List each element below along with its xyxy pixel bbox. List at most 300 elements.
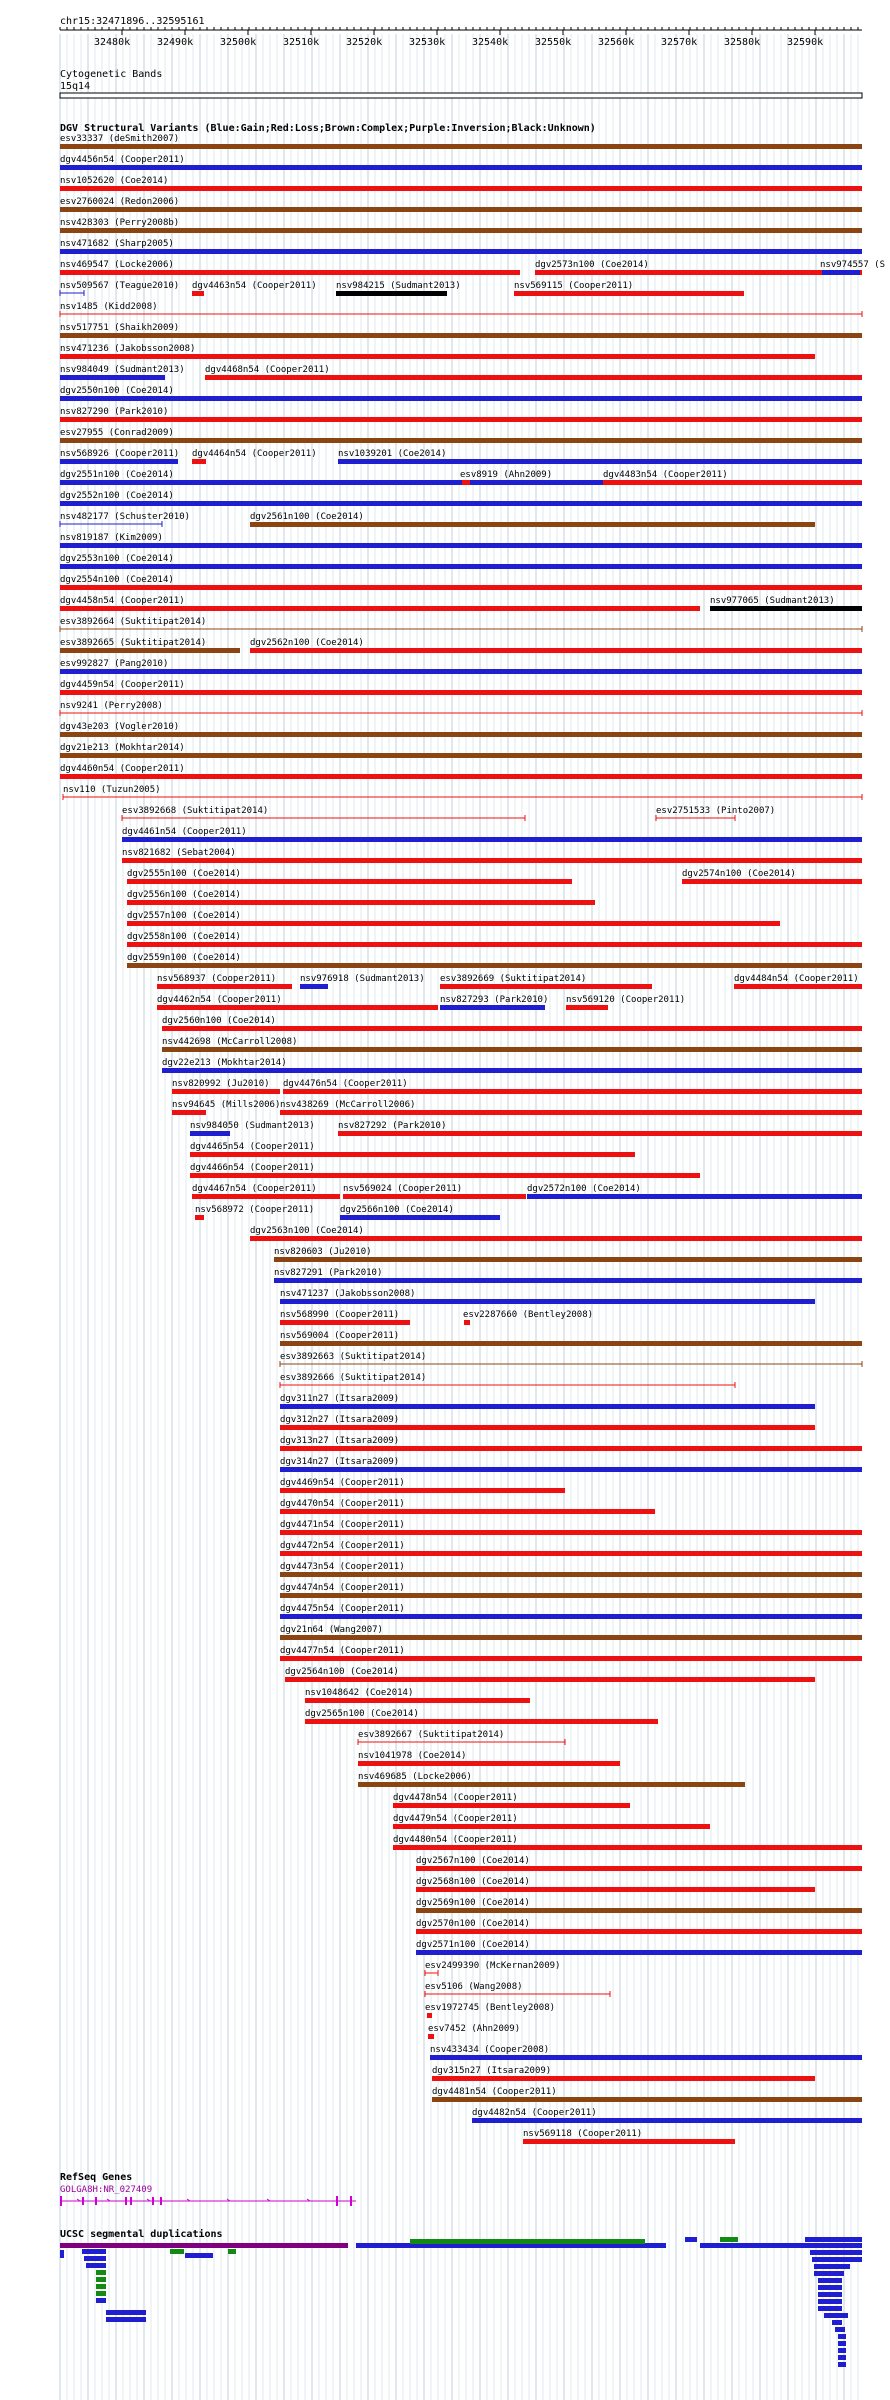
dgv-feature-bar: [340, 1215, 500, 1220]
dgv-feature-label: nsv471682 (Sharp2005): [60, 239, 174, 249]
dgv-feature[interactable]: [60, 155, 862, 170]
dgv-feature-bar: [60, 585, 862, 590]
dgv-feature-bar: [250, 648, 862, 653]
dgv-feature[interactable]: [60, 533, 862, 548]
dgv-feature-label: dgv2562n100 (Coe2014): [250, 638, 364, 648]
dgv-feature-label: dgv4467n54 (Cooper2011): [192, 1184, 317, 1194]
dgv-feature-bar: [60, 354, 815, 359]
segdup-block[interactable]: [814, 2271, 844, 2276]
dgv-feature-bar: [822, 270, 860, 275]
dgv-feature-bar: [280, 1446, 862, 1451]
dgv-feature-label: nsv442698 (McCarroll2008): [162, 1037, 298, 1047]
dgv-feature-bar: [285, 1677, 815, 1682]
dgv-feature-bar: [192, 459, 206, 464]
dgv-feature[interactable]: [60, 134, 862, 149]
segdup-block[interactable]: [86, 2263, 106, 2268]
dgv-feature[interactable]: [432, 2066, 815, 2081]
dgv-feature-label: nsv984215 (Sudmant2013): [336, 281, 461, 291]
ruler-tick-label: 32530k: [409, 37, 446, 48]
segdup-track: [60, 2228, 862, 2367]
dgv-feature-label: dgv4459n54 (Cooper2011): [60, 680, 185, 690]
segdup-block[interactable]: [410, 2239, 645, 2244]
dgv-feature-bar: [60, 165, 862, 170]
segdup-features: [60, 2237, 862, 2367]
dgv-feature[interactable]: [393, 1793, 630, 1808]
ruler-tick-label: 32560k: [598, 37, 635, 48]
dgv-feature-bar: [60, 270, 520, 275]
segdup-title: UCSC segmental duplications: [60, 2229, 223, 2240]
dgv-feature-label: dgv4468n54 (Cooper2011): [205, 365, 330, 375]
segdup-block[interactable]: [805, 2237, 862, 2242]
dgv-feature-label: dgv2555n100 (Coe2014): [127, 869, 241, 879]
dgv-feature[interactable]: [60, 407, 862, 422]
dgv-feature[interactable]: [250, 1226, 862, 1241]
dgv-feature-label: esv5106 (Wang2008): [425, 1982, 523, 1992]
dgv-feature-label: dgv2552n100 (Coe2014): [60, 491, 174, 501]
dgv-feature[interactable]: [428, 2024, 520, 2039]
dgv-feature[interactable]: [60, 281, 179, 296]
dgv-feature-bar: [122, 858, 862, 863]
ruler-track: [60, 16, 862, 48]
dgv-feature[interactable]: [60, 197, 862, 212]
dgv-feature-bar: [127, 921, 780, 926]
dgv-feature-bar: [60, 186, 862, 191]
dgv-feature[interactable]: [60, 659, 862, 674]
segdup-block[interactable]: [810, 2250, 862, 2255]
dgv-feature[interactable]: [280, 1394, 815, 1409]
segdup-block[interactable]: [96, 2277, 106, 2282]
dgv-feature[interactable]: [463, 1310, 593, 1325]
dgv-feature-bar: [710, 606, 862, 611]
dgv-feature-bar: [60, 438, 862, 443]
dgv-feature[interactable]: [192, 1184, 340, 1199]
dgv-feature[interactable]: [280, 1310, 410, 1325]
dgv-feature[interactable]: [472, 2108, 862, 2123]
dgv-feature-bar: [274, 1278, 862, 1283]
ruler-tick-label: 32580k: [724, 37, 761, 48]
ruler-tick-label: 32490k: [157, 37, 194, 48]
dgv-feature[interactable]: [340, 1205, 500, 1220]
dgv-feature-label: dgv4478n54 (Cooper2011): [393, 1793, 518, 1803]
dgv-feature-label: esv3892668 (Suktitipat2014): [122, 806, 269, 816]
ruler-tick-label: 32570k: [661, 37, 698, 48]
dgv-feature-label: dgv4470n54 (Cooper2011): [280, 1499, 405, 1509]
dgv-feature[interactable]: [432, 2087, 862, 2102]
dgv-feature-bar: [416, 1887, 815, 1892]
dgv-feature-bar: [122, 837, 862, 842]
segdup-block[interactable]: [818, 2306, 842, 2311]
dgv-feature[interactable]: [514, 281, 744, 296]
dgv-feature-label: nsv976918 (Sudmant2013): [300, 974, 425, 984]
dgv-feature-bar: [472, 2118, 862, 2123]
ruler-tick-label: 32590k: [787, 37, 824, 48]
dgv-feature-label: nsv827292 (Park2010): [338, 1121, 447, 1131]
dgv-feature-bar: [127, 942, 862, 947]
dgv-feature-label: nsv482177 (Schuster2010): [60, 512, 191, 522]
dgv-feature[interactable]: [656, 806, 775, 821]
dgv-feature[interactable]: [60, 491, 862, 506]
dgv-feature-bar: [336, 291, 447, 296]
dgv-feature[interactable]: [820, 260, 885, 275]
dgv-feature-bar: [280, 1320, 410, 1325]
segdup-block[interactable]: [60, 2243, 348, 2248]
dgv-feature[interactable]: [710, 596, 862, 611]
dgv-feature-bar: [280, 1404, 815, 1409]
dgv-feature[interactable]: [122, 827, 862, 842]
dgv-feature[interactable]: [157, 974, 292, 989]
dgv-feature[interactable]: [60, 764, 862, 779]
dgv-feature-label: dgv4474n54 (Cooper2011): [280, 1583, 405, 1593]
dgv-feature[interactable]: [60, 176, 862, 191]
segdup-block[interactable]: [835, 2327, 845, 2332]
dgv-feature[interactable]: [60, 722, 862, 737]
dgv-feature-label: nsv471237 (Jakobsson2008): [280, 1289, 416, 1299]
dgv-feature-label: esv3892663 (Suktitipat2014): [280, 1352, 427, 1362]
dgv-feature[interactable]: [734, 974, 862, 989]
dgv-feature-label: dgv4456n54 (Cooper2011): [60, 155, 185, 165]
dgv-feature[interactable]: [60, 302, 862, 317]
dgv-feature-bar: [60, 543, 862, 548]
dgv-feature-label: dgv4484n54 (Cooper2011): [734, 974, 859, 984]
dgv-feature-bar: [464, 1320, 470, 1325]
dgv-feature-label: esv2760024 (Redon2006): [60, 197, 180, 207]
dgv-feature[interactable]: [440, 995, 548, 1010]
dgv-feature-label: esv33337 (deSmith2007): [60, 134, 180, 144]
dgv-feature[interactable]: [127, 911, 780, 926]
dgv-feature-label: dgv4480n54 (Cooper2011): [393, 1835, 518, 1845]
dgv-feature-label: esv7452 (Ahn2009): [428, 2024, 521, 2034]
dgv-feature-bar: [172, 1089, 280, 1094]
ruler-tick-label: 32520k: [346, 37, 383, 48]
dgv-feature-label: nsv827290 (Park2010): [60, 407, 169, 417]
dgv-feature-label: dgv21e213 (Mokhtar2014): [60, 743, 185, 753]
dgv-feature-bar: [60, 249, 862, 254]
dgv-feature[interactable]: [336, 281, 461, 296]
dgv-feature[interactable]: [60, 365, 185, 380]
dgv-feature-bar: [280, 1488, 565, 1493]
dgv-feature[interactable]: [60, 638, 240, 653]
dgv-feature[interactable]: [358, 1751, 620, 1766]
dgv-feature-label: nsv469685 (Locke2006): [358, 1772, 472, 1782]
dgv-feature[interactable]: [122, 848, 862, 863]
dgv-feature[interactable]: [250, 512, 815, 527]
segdup-block[interactable]: [685, 2237, 697, 2242]
dgv-feature-bar: [280, 1551, 862, 1556]
segdup-block[interactable]: [170, 2249, 184, 2254]
segdup-block[interactable]: [838, 2362, 846, 2367]
dgv-feature-bar: [280, 1467, 862, 1472]
dgv-feature-label: dgv313n27 (Itsara2009): [280, 1436, 400, 1446]
segdup-block[interactable]: [96, 2298, 106, 2303]
dgv-feature-bar: [127, 879, 572, 884]
dgv-feature-bar: [205, 375, 862, 380]
dgv-feature-label: nsv568972 (Cooper2011): [195, 1205, 315, 1215]
dgv-feature-label: dgv2559n100 (Coe2014): [127, 953, 241, 963]
dgv-feature-label: dgv4471n54 (Cooper2011): [280, 1520, 405, 1530]
segdup-block[interactable]: [812, 2257, 862, 2262]
dgv-feature[interactable]: [162, 1016, 862, 1031]
dgv-feature-bar: [734, 984, 862, 989]
dgv-feature-label: esv3892665 (Suktitipat2014): [60, 638, 207, 648]
dgv-feature[interactable]: [205, 365, 862, 380]
position-label: chr15:32471896..32595161: [60, 16, 205, 27]
cytoband-bar[interactable]: [60, 93, 862, 98]
dgv-feature-label: nsv568926 (Cooper2011): [60, 449, 180, 459]
segdup-block[interactable]: [818, 2292, 842, 2297]
dgv-feature-label: esv3892666 (Suktitipat2014): [280, 1373, 427, 1383]
segdup-block[interactable]: [84, 2256, 106, 2261]
dgv-feature-bar: [190, 1173, 700, 1178]
dgv-feature-label: nsv110 (Tuzun2005): [63, 785, 161, 795]
dgv-feature[interactable]: [60, 239, 862, 254]
dgv-feature-label: esv2287660 (Bentley2008): [463, 1310, 594, 1320]
dgv-feature-label: nsv438269 (McCarroll2006): [280, 1100, 416, 1110]
dgv-feature-label: esv3892669 (Suktitipat2014): [440, 974, 587, 984]
dgv-feature[interactable]: [305, 1709, 658, 1724]
dgv-title: DGV Structural Variants (Blue:Gain;Red:Loss;Brown:Complex;Purple:Inversion;Black:Unknown): [60, 123, 596, 134]
segdup-block[interactable]: [228, 2249, 236, 2254]
segdup-block[interactable]: [838, 2348, 846, 2353]
dgv-feature-bar: [192, 1194, 340, 1199]
dgv-feature-bar: [280, 1572, 862, 1577]
dgv-feature[interactable]: [338, 1121, 862, 1136]
dgv-feature[interactable]: [250, 638, 862, 653]
dgv-feature[interactable]: [60, 386, 862, 401]
dgv-feature[interactable]: [300, 974, 425, 989]
dgv-feature[interactable]: [195, 1205, 314, 1220]
dgv-feature-label: dgv2560n100 (Coe2014): [162, 1016, 276, 1026]
dgv-feature-bar: [338, 459, 862, 464]
dgv-feature[interactable]: [425, 1982, 610, 1997]
dgv-feature-bar: [60, 459, 178, 464]
dgv-feature-label: dgv4460n54 (Cooper2011): [60, 764, 185, 774]
dgv-feature-bar: [195, 1215, 204, 1220]
dgv-feature-bar: [514, 291, 744, 296]
segdup-block[interactable]: [60, 2250, 64, 2258]
dgv-feature-bar: [250, 1236, 862, 1241]
dgv-feature-label: nsv569115 (Cooper2011): [514, 281, 634, 291]
dgv-feature[interactable]: [60, 680, 862, 695]
dgv-feature-bar: [280, 1530, 862, 1535]
dgv-feature-label: nsv509567 (Teague2010): [60, 281, 180, 291]
dgv-feature[interactable]: [122, 806, 525, 821]
dgv-feature[interactable]: [60, 428, 862, 443]
ruler-tick-label: 32500k: [220, 37, 257, 48]
dgv-feature-bar: [393, 1803, 630, 1808]
dgv-feature-label: nsv94645 (Mills2006): [172, 1100, 281, 1110]
dgv-feature-bar: [280, 1593, 862, 1598]
dgv-feature[interactable]: [283, 1079, 862, 1094]
dgv-feature-bar: [428, 2034, 434, 2039]
dgv-feature-label: nsv471236 (Jakobsson2008): [60, 344, 196, 354]
dgv-feature-label: esv3892667 (Suktitipat2014): [358, 1730, 505, 1740]
cytoband-label: 15q14: [60, 81, 91, 92]
dgv-feature[interactable]: [682, 869, 862, 884]
dgv-feature-label: dgv2572n100 (Coe2014): [527, 1184, 641, 1194]
dgv-feature-bar: [60, 501, 862, 506]
dgv-feature-label: nsv517751 (Shaikh2009): [60, 323, 180, 333]
dgv-feature-bar: [60, 144, 862, 149]
dgv-feature[interactable]: [162, 1037, 862, 1052]
segdup-block[interactable]: [838, 2334, 846, 2339]
dgv-feature-bar: [60, 375, 165, 380]
dgv-feature-label: dgv2569n100 (Coe2014): [416, 1898, 530, 1908]
dgv-feature[interactable]: [172, 1079, 280, 1094]
segdup-block[interactable]: [818, 2278, 842, 2283]
dgv-feature-bar: [358, 1782, 745, 1787]
segdup-block[interactable]: [814, 2264, 850, 2269]
segdup-block[interactable]: [106, 2317, 146, 2322]
dgv-feature-bar: [60, 690, 862, 695]
segdup-block[interactable]: [700, 2243, 862, 2248]
dgv-feature-bar: [127, 963, 862, 968]
dgv-feature[interactable]: [416, 1877, 815, 1892]
dgv-feature[interactable]: [430, 2045, 862, 2060]
dgv-feature-label: esv27955 (Conrad2009): [60, 428, 174, 438]
dgv-feature[interactable]: [566, 995, 685, 1010]
dgv-feature-bar: [338, 1131, 862, 1136]
dgv-feature-bar: [172, 1110, 206, 1115]
dgv-feature[interactable]: [343, 1184, 526, 1199]
dgv-feature-label: dgv4472n54 (Cooper2011): [280, 1541, 405, 1551]
segdup-block[interactable]: [96, 2284, 106, 2289]
segdup-block[interactable]: [96, 2291, 106, 2296]
dgv-feature[interactable]: [280, 1415, 815, 1430]
dgv-feature-label: dgv2568n100 (Coe2014): [416, 1877, 530, 1887]
dgv-feature[interactable]: [190, 1142, 635, 1157]
segdup-block[interactable]: [832, 2320, 842, 2325]
dgv-feature-bar: [527, 1194, 862, 1199]
dgv-feature[interactable]: [172, 1100, 280, 1115]
segdup-block[interactable]: [824, 2313, 848, 2318]
segdup-block[interactable]: [838, 2355, 846, 2360]
dgv-feature[interactable]: [60, 323, 862, 338]
dgv-feature-label: dgv4469n54 (Cooper2011): [280, 1478, 405, 1488]
segdup-block[interactable]: [818, 2299, 842, 2304]
dgv-feature-bar: [416, 1908, 862, 1913]
dgv-feature-label: dgv4458n54 (Cooper2011): [60, 596, 185, 606]
dgv-feature-bar: [305, 1698, 530, 1703]
dgv-feature-bar: [190, 1152, 635, 1157]
dgv-feature[interactable]: [527, 1184, 862, 1199]
segdup-block[interactable]: [82, 2249, 106, 2254]
dgv-feature[interactable]: [60, 512, 190, 527]
dgv-feature-bar: [430, 2055, 862, 2060]
dgv-feature[interactable]: [523, 2129, 735, 2144]
dgv-feature-label: nsv984050 (Sudmant2013): [190, 1121, 315, 1131]
dgv-feature[interactable]: [60, 617, 862, 632]
refseq-gene-label: GOLGA8H:NR_027409: [60, 2185, 153, 2195]
dgv-feature-bar: [393, 1845, 862, 1850]
segdup-block[interactable]: [185, 2253, 213, 2258]
dgv-feature-bar: [162, 1047, 862, 1052]
dgv-feature-label: dgv312n27 (Itsara2009): [280, 1415, 400, 1425]
dgv-feature-bar: [60, 732, 862, 737]
dgv-feature-bar: [162, 1068, 862, 1073]
dgv-feature[interactable]: [60, 575, 862, 590]
dgv-feature-bar: [432, 2076, 815, 2081]
dgv-feature[interactable]: [60, 218, 862, 233]
dgv-feature-label: nsv569120 (Cooper2011): [566, 995, 686, 1005]
segdup-block[interactable]: [838, 2341, 846, 2346]
dgv-feature-label: dgv43e203 (Vogler2010): [60, 722, 180, 732]
dgv-feature-bar: [157, 984, 292, 989]
dgv-feature-label: nsv568937 (Cooper2011): [157, 974, 277, 984]
dgv-feature[interactable]: [63, 785, 862, 800]
dgv-feature[interactable]: [60, 701, 862, 716]
dgv-feature-bar: [440, 1005, 545, 1010]
dgv-feature-label: dgv2574n100 (Coe2014): [682, 869, 796, 879]
dgv-feature-bar: [603, 480, 862, 485]
dgv-feature-label: nsv569004 (Cooper2011): [280, 1331, 400, 1341]
dgv-feature-bar: [358, 1761, 620, 1766]
dgv-feature[interactable]: [162, 1058, 862, 1073]
dgv-feature-label: nsv1041978 (Coe2014): [358, 1751, 467, 1761]
dgv-feature[interactable]: [535, 260, 862, 275]
dgv-feature[interactable]: [280, 1289, 815, 1304]
dgv-feature-label: nsv569118 (Cooper2011): [523, 2129, 643, 2139]
dgv-feature-label: nsv820992 (Ju2010): [172, 1079, 270, 1089]
dgv-feature-label: dgv2571n100 (Coe2014): [416, 1940, 530, 1950]
dgv-feature-bar: [157, 1005, 438, 1010]
dgv-feature-label: dgv4482n54 (Cooper2011): [472, 2108, 597, 2118]
dgv-feature-label: dgv2557n100 (Coe2014): [127, 911, 241, 921]
dgv-feature[interactable]: [338, 449, 862, 464]
dgv-feature-bar: [682, 879, 862, 884]
dgv-feature[interactable]: [60, 554, 862, 569]
dgv-feature-bar: [280, 1614, 862, 1619]
dgv-feature-label: dgv2566n100 (Coe2014): [340, 1205, 454, 1215]
dgv-feature-label: dgv2556n100 (Coe2014): [127, 890, 241, 900]
dgv-feature-bar: [566, 1005, 608, 1010]
dgv-feature-bar: [190, 1131, 230, 1136]
dgv-feature-bar: [162, 1026, 862, 1031]
dgv-feature-label: dgv4464n54 (Cooper2011): [192, 449, 317, 459]
segdup-block[interactable]: [96, 2270, 106, 2275]
dgv-feature-label: nsv827293 (Park2010): [440, 995, 549, 1005]
dgv-feature[interactable]: [60, 596, 700, 611]
dgv-feature-label: nsv1048642 (Coe2014): [305, 1688, 414, 1698]
dgv-feature-label: esv3892664 (Suktitipat2014): [60, 617, 207, 627]
dgv-feature[interactable]: [60, 260, 520, 275]
dgv-feature-bar: [305, 1719, 658, 1724]
dgv-feature-bar: [280, 1299, 815, 1304]
dgv-feature[interactable]: [60, 449, 179, 464]
dgv-feature-label: dgv4465n54 (Cooper2011): [190, 1142, 315, 1152]
dgv-feature-label: nsv984049 (Sudmant2013): [60, 365, 185, 375]
segdup-block[interactable]: [818, 2285, 842, 2290]
dgv-feature-label: dgv314n27 (Itsara2009): [280, 1457, 400, 1467]
dgv-feature-bar: [60, 207, 862, 212]
dgv-feature-bar: [523, 2139, 735, 2144]
dgv-feature-label: nsv1039201 (Coe2014): [338, 449, 447, 459]
dgv-feature[interactable]: [127, 869, 572, 884]
dgv-feature[interactable]: [190, 1121, 315, 1136]
segdup-block[interactable]: [106, 2310, 146, 2315]
dgv-feature-label: dgv315n27 (Itsara2009): [432, 2066, 552, 2076]
cytoband-track: [60, 69, 862, 98]
dgv-feature[interactable]: [60, 743, 862, 758]
dgv-feature-label: dgv4462n54 (Cooper2011): [157, 995, 282, 1005]
segdup-block[interactable]: [720, 2237, 738, 2242]
dgv-feature-bar: [250, 522, 815, 527]
dgv-feature-label: nsv9241 (Perry2008): [60, 701, 163, 711]
cytoband-title: Cytogenetic Bands: [60, 69, 163, 80]
dgv-feature-bar: [60, 396, 862, 401]
dgv-feature-label: nsv1485 (Kidd2008): [60, 302, 158, 312]
dgv-feature[interactable]: [358, 1772, 745, 1787]
dgv-feature-label: dgv2564n100 (Coe2014): [285, 1667, 399, 1677]
